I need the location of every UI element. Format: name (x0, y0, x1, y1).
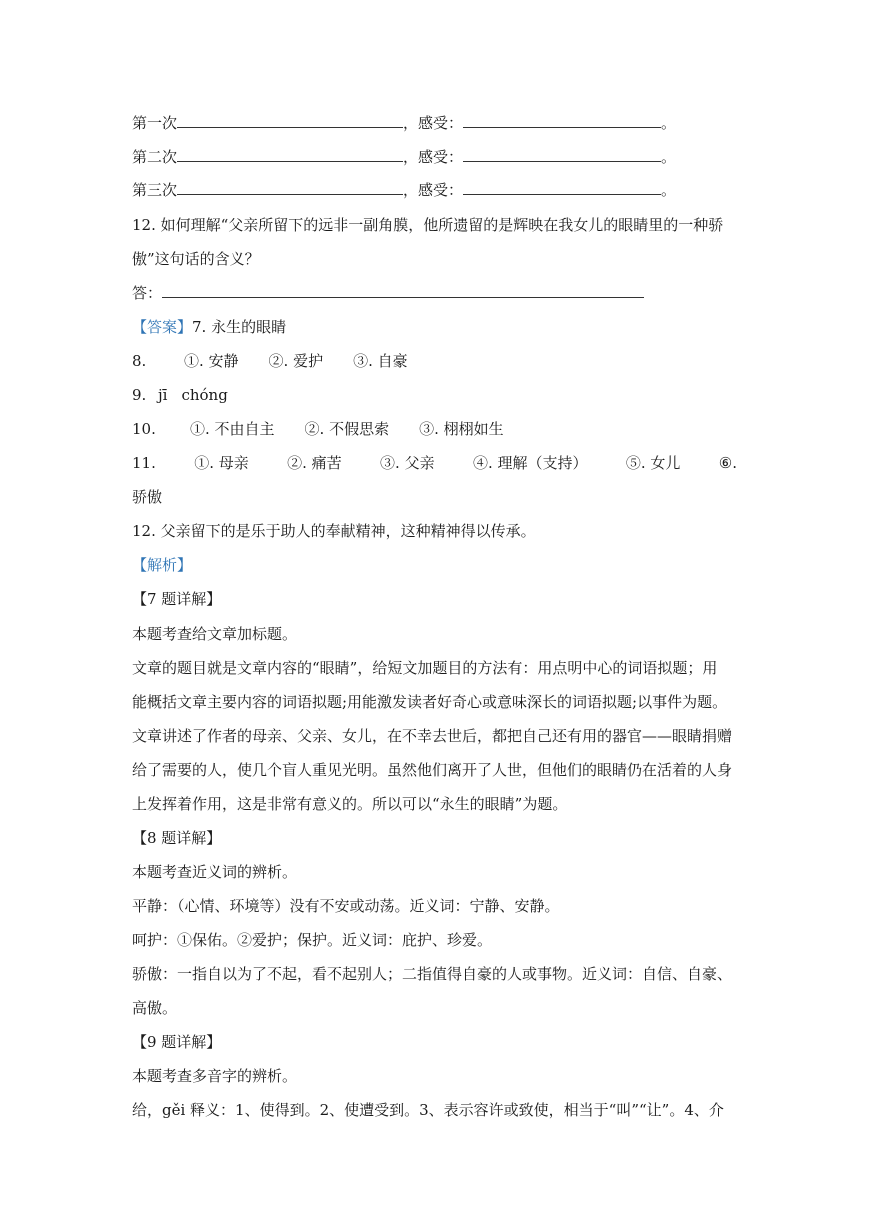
answer-tag: 【答案】 (132, 318, 193, 336)
blank-field[interactable] (177, 113, 403, 128)
q8-text: 呵护：①保佑。②爱护；保护。近义词：庇护、珍爱。 (132, 931, 493, 949)
answer-11-wrap: 骄傲 (132, 488, 163, 506)
q7-text: 给了需要的人，使几个盲人重见光明。虽然他们离开了人世，但他们的眼睛仍在活着的人身 (132, 761, 733, 779)
q8-text: 高傲。 (132, 999, 178, 1017)
answer-12: 12. 父亲留下的是乐于助人的奉献精神，这种精神得以传承。 (132, 522, 536, 540)
answer-item: ④. 理解（支持） (472, 454, 588, 472)
answer-item: ⑥. (718, 454, 737, 472)
answer-item: jī (158, 386, 168, 404)
feeling-field[interactable] (463, 113, 661, 128)
answer-item: ②. 不假思索 (304, 420, 390, 438)
answer-field[interactable] (162, 283, 644, 298)
q12-line-2: 傲”这句话的含义？ (132, 250, 260, 268)
answer-9-row (132, 385, 228, 405)
q7-text: 文章讲述了作者的母亲、父亲、女儿，在不幸去世后，都把自己还有用的器官——眼睛捐赠 (132, 727, 733, 745)
q7-text: 本题考查给文章加标题。 (132, 625, 298, 643)
q12-answer-row (132, 283, 644, 303)
answer-item: ②. 痛苦 (287, 454, 342, 472)
q7-text: 文章的题目就是文章内容的“眼睛”，给短文加题目的方法有：用点明中心的词语拟题；用 (132, 659, 718, 677)
answer-item: ①. 安静 (184, 352, 239, 370)
blank-label: 第二次 (132, 148, 178, 166)
q7-heading: 【7 题详解】 (132, 590, 222, 608)
period: 。 (661, 148, 677, 166)
feeling-field[interactable] (463, 147, 661, 162)
analysis-tag: 【解析】 (132, 556, 193, 574)
answer-number: 11. (132, 454, 156, 472)
q9-text: 给，gěi 释义：1、使得到。2、使遭受到。3、表示容许或致使，相当于“叫”“让”。4、介 (132, 1101, 724, 1119)
period: 。 (661, 114, 677, 132)
answer-item: ③. 父亲 (380, 454, 435, 472)
answer-item: ⑤. 女儿 (625, 454, 681, 472)
answer-10-row (132, 419, 504, 439)
q7-text: 上发挥着作用，这是非常有意义的。所以可以“永生的眼睛”为题。 (132, 795, 568, 813)
blank-sep: ，感受： (403, 114, 464, 132)
q9-text: 本题考查多音字的辨析。 (132, 1067, 298, 1085)
blank-field[interactable] (177, 180, 403, 195)
answer-number: 9. (132, 386, 147, 404)
q8-text: 骄傲：一指自以为了不起，看不起别人；二指值得自豪的人或事物。近义词：自信、自豪、 (132, 965, 733, 983)
answer-number: 8. (132, 352, 147, 370)
answer-label: 答： (132, 284, 163, 302)
answer-item: chóng (181, 386, 228, 404)
q7-text: 能概括文章主要内容的词语拟题;用能激发读者好奇心或意味深长的词语拟题;以事件为题。 (132, 693, 728, 711)
blank-sep: ，感受： (403, 148, 464, 166)
q8-text: 平静：（心情、环境等）没有不安或动荡。近义词：宁静、安静。 (132, 897, 560, 915)
blank-label: 第三次 (132, 181, 178, 199)
blank-row-2 (132, 147, 676, 167)
q9-heading: 【9 题详解】 (132, 1033, 222, 1051)
answer-item: ①. 母亲 (194, 454, 249, 472)
answer-11-row (132, 453, 737, 473)
answer-7: 7. 永生的眼睛 (192, 318, 287, 336)
feeling-field[interactable] (463, 180, 661, 195)
answer-item: ②. 爱护 (268, 352, 324, 370)
answer-item: ①. 不由自主 (190, 420, 275, 438)
blank-row-3 (132, 180, 676, 200)
q8-text: 本题考查近义词的辨析。 (132, 863, 298, 881)
answer-8-row (132, 351, 408, 371)
answer-item: ③. 栩栩如生 (419, 420, 504, 438)
blank-label: 第一次 (132, 114, 178, 132)
answer-number: 10. (132, 420, 156, 438)
answer-item: ③. 自豪 (353, 352, 408, 370)
blank-sep: ，感受： (403, 181, 464, 199)
period: 。 (661, 181, 677, 199)
answer-7-row (132, 317, 286, 337)
q8-heading: 【8 题详解】 (132, 829, 222, 847)
blank-row-1 (132, 113, 676, 133)
q12-line-1: 12. 如何理解“父亲所留下的远非一副角膜，他所遗留的是辉映在我女儿的眼睛里的一种骄 (132, 216, 724, 234)
blank-field[interactable] (177, 147, 403, 162)
